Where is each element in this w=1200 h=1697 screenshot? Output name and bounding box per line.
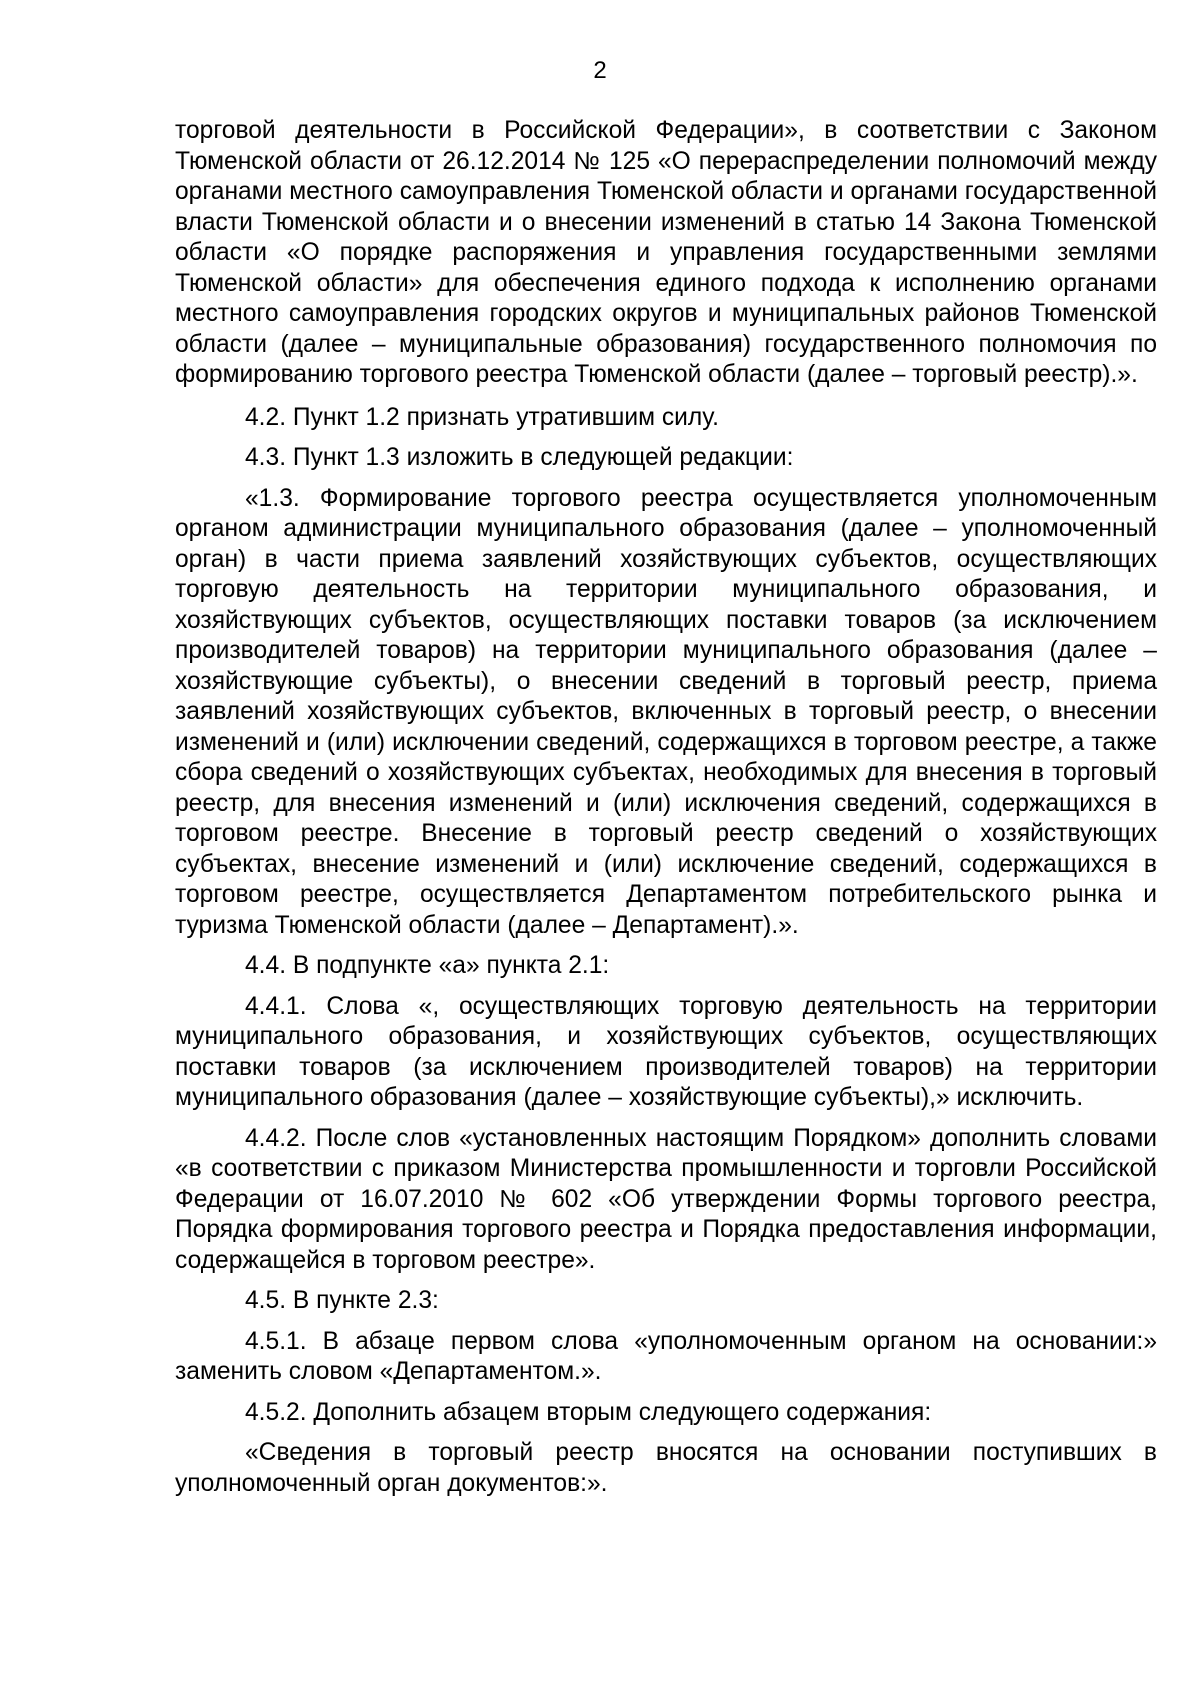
paragraph-4-4-1: 4.4.1. Слова «, осуществляющих торговую деятельность на территории муниципального образования, и хозяйствующих субъектов, осуществляющих поставки товаров (за исключением производителей товаров) на территории муниципального образования (далее – хозяйствующие субъекты),» исключить. xyxy=(175,992,1157,1111)
paragraph-quote-svedeniya: «Сведения в торговый реестр вносятся на основании поступивших в уполномоченный орган документов:». xyxy=(175,1439,1157,1497)
paragraph-4-4: 4.4. В подпункте «а» пункта 2.1: xyxy=(245,952,610,979)
paragraph-4-5-2: 4.5.2. Дополнить абзацем вторым следующего содержания: xyxy=(245,1398,932,1426)
page-number: 2 xyxy=(593,57,607,84)
document-body xyxy=(175,116,1157,1509)
paragraph-1-3-quote: «1.3. Формирование торгового реестра осуществляется уполномоченным органом администрации муниципального образования (далее – уполномоченный орган) в части приема заявлений хозяйствующих субъектов, осуществляющих торговую деятельность на территории муниципального образования, и хозяйствующих субъектов, осуществляющих поставки товаров (за исключением производителей товаров) на территории муниципального образования (далее – хозяйствующие субъекты), о внесении сведений в торговый реестр, приема заявлений хозяйствующих субъектов, включенных в торговый реестр, о внесении изменений и (или) исключении сведений, содержащихся в торговом реестре, а также сбора сведений о хозяйствующих субъектах, необходимых для внесения в торговый реестр, для внесения изменений и (или) исключения сведений, содержащихся в торговом реестре. Внесение в торговый реестр сведений о хозяйствующих субъектах, внесение изменений и (или) исключение сведений, содержащихся в торговом реестре, осуществляется Департаментом потребительского рынка и туризма Тюменской области (далее – Департамент).». xyxy=(175,484,1157,939)
paragraph-4-3: 4.3. Пункт 1.3 изложить в следующей редакции: xyxy=(245,444,794,471)
paragraph-4-4-2: 4.4.2. После слов «установленных настоящим Порядком» дополнить словами «в соответствии с приказом Министерства промышленности и торговли Российской Федерации от 16.07.2010 № 602 «Об утверждении Формы торгового реестра, Порядка формирования торгового реестра и Порядка предоставления информации, содержащейся в торговом реестре». xyxy=(175,1124,1157,1274)
paragraph-4-5: 4.5. В пункте 2.3: xyxy=(245,1287,439,1314)
paragraph-4-2: 4.2. Пункт 1.2 признать утратившим силу. xyxy=(245,403,719,431)
paragraph-continuation: торговой деятельности в Российской Федерации», в соответствии с Законом Тюменской области от 26.12.2014 № 125 «О перераспределении полномочий между органами местного самоуправления Тюменской области и органами государственной власти Тюменской области и о внесении изменений в статью 14 Закона Тюменской области «О порядке распоряжения и управления государственными землями Тюменской области» для обеспечения единого подхода к исполнению органами местного самоуправления городских округов и муниципальных районов Тюменской области (далее – муниципальные образования) государственного полномочия по формированию торгового реестра Тюменской области (далее – торговый реестр).». xyxy=(175,117,1157,388)
paragraph-4-5-1: 4.5.1. В абзаце первом слова «уполномоченным органом на основании:» заменить словом «Департаментом.». xyxy=(175,1327,1157,1385)
